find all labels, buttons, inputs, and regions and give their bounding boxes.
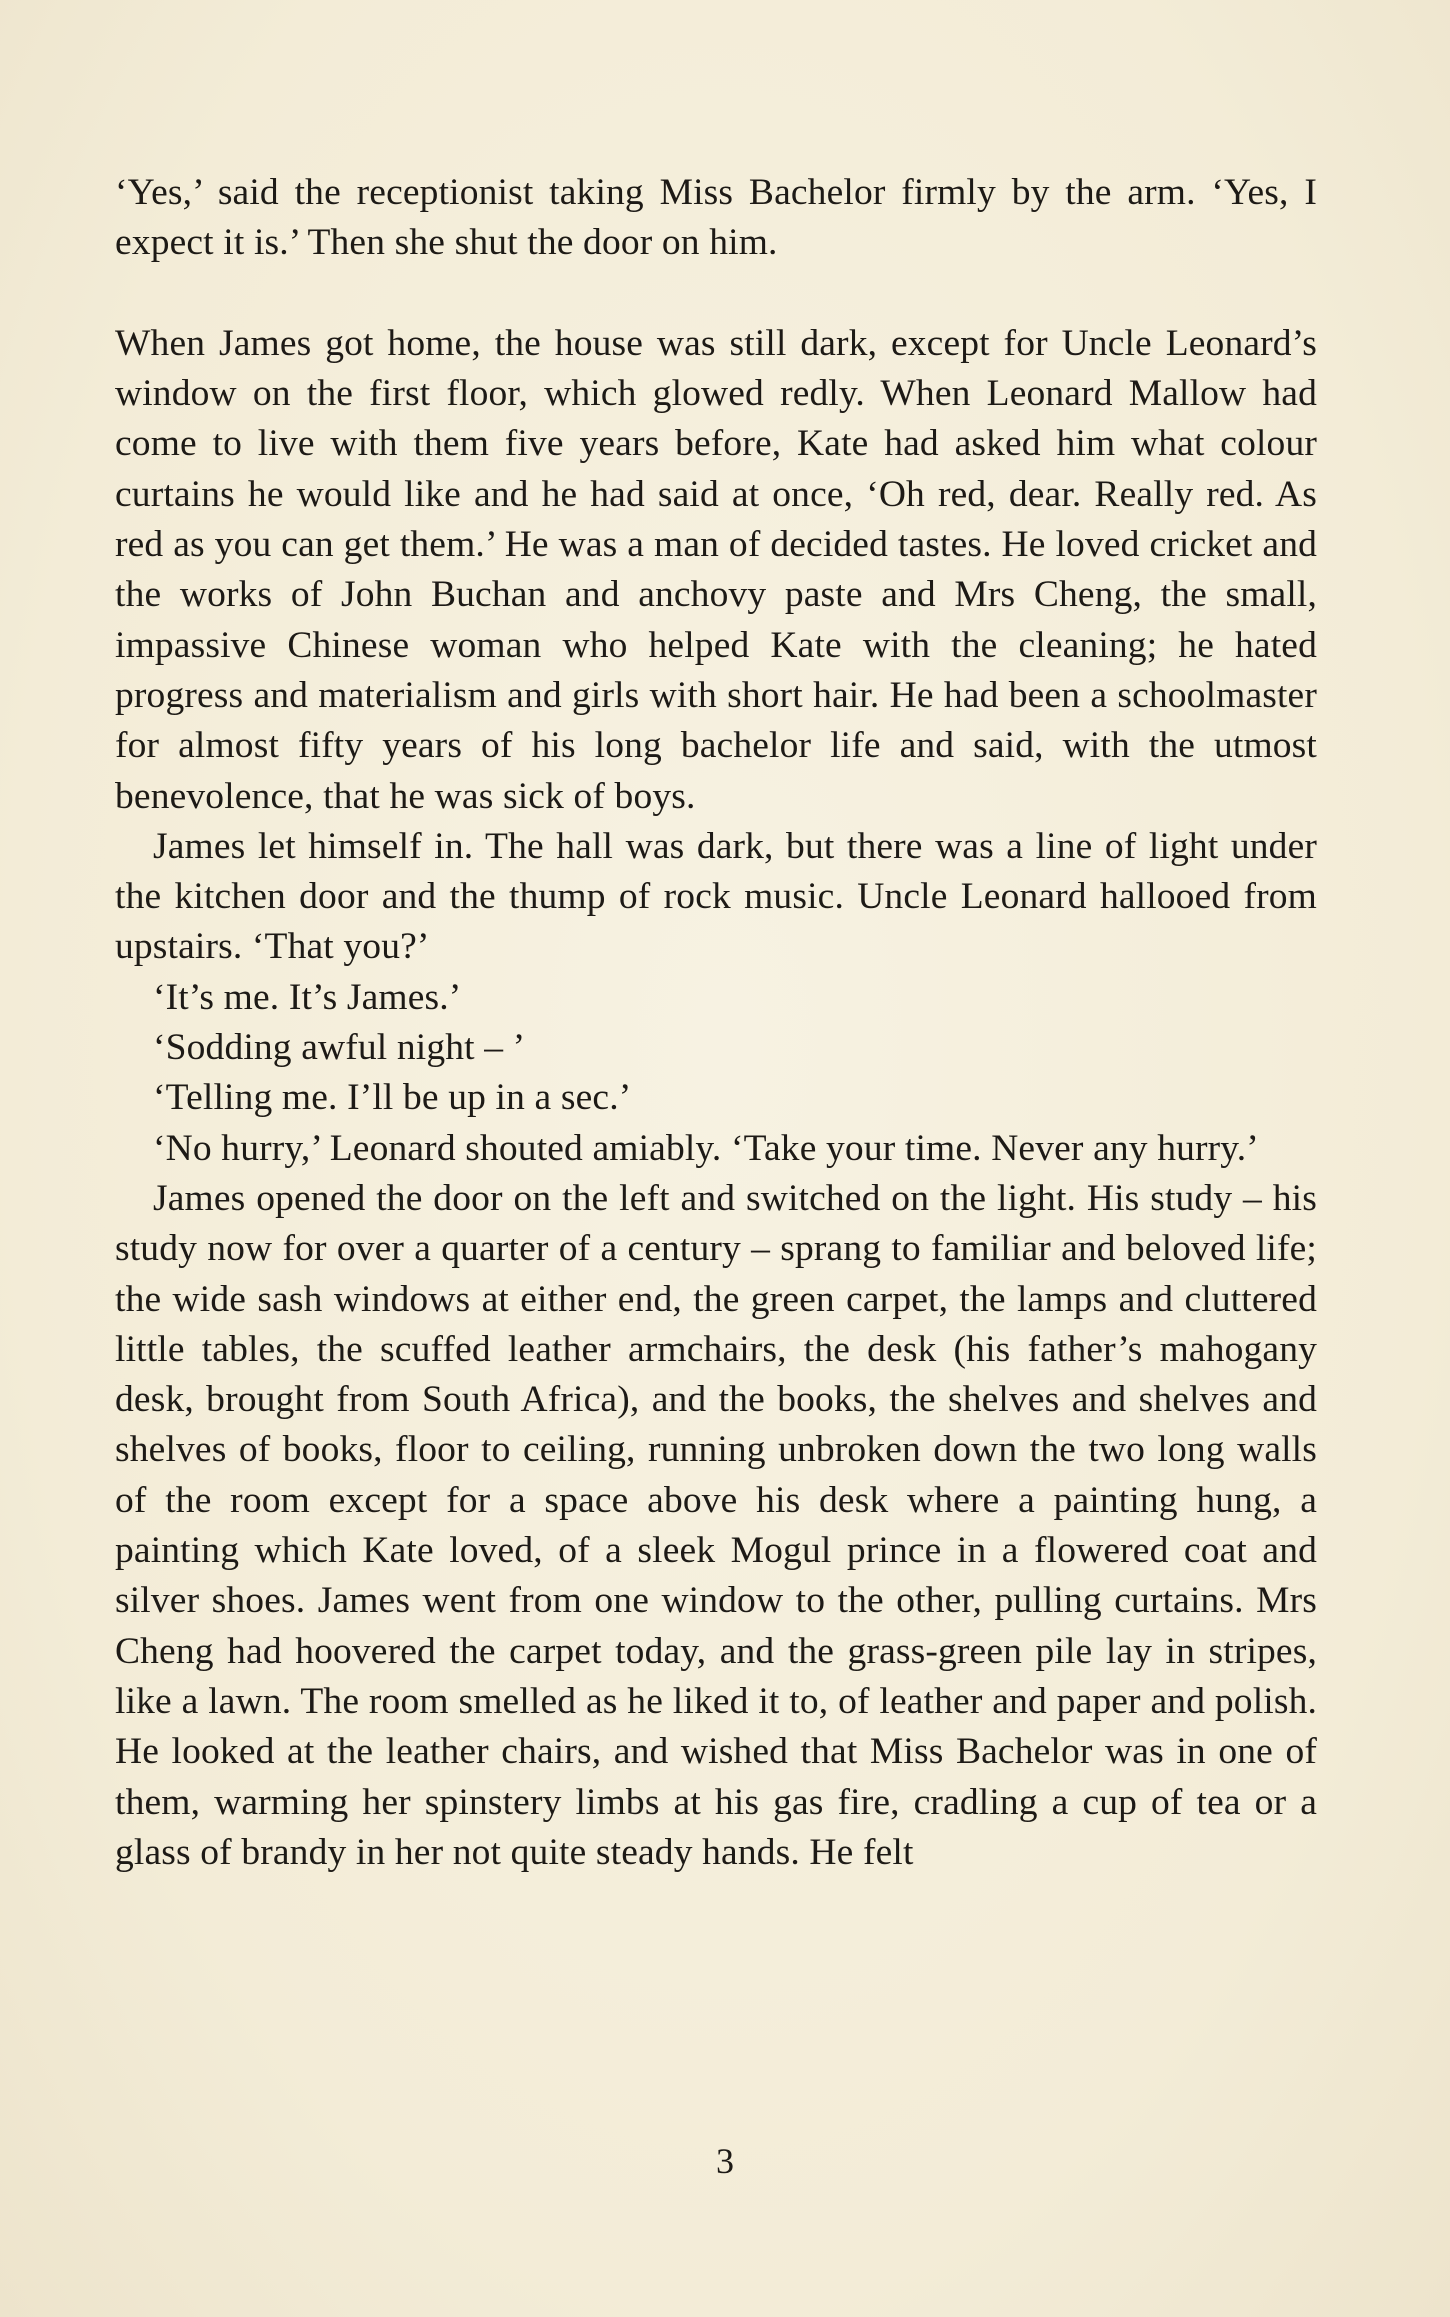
paragraph-james-home: When James got home, the house was still dark, except for Uncle Leonard’s window on the first floor, which glowed redly. When Leonard Mallow had come to live with them five years before, Kate had asked him what colour curtains he would like and he had said at once, ‘Oh red, dear. Really red. As red as you can get them.’ He was a man of decided tastes. He loved cricket and the works of John Buchan and anchovy paste and Mrs Cheng, the small, impassive Chinese woman who helped Kate with the cleaning; he hated progress and materialism and girls with short hair. He had been a schoolmaster for almost fifty years of his long bachelor life and said, with the utmost benevolence, that he was sick of boys. bbox=[115, 322, 1317, 817]
dialogue-its-me: ‘It’s me. It’s James.’ bbox=[153, 976, 462, 1018]
dialogue-sodding-night: ‘Sodding awful night – ’ bbox=[153, 1027, 526, 1069]
paragraph-james-let-in: James let himself in. The hall was dark, but there was a line of light under the kitchen door and the thump of rock music. Uncle Leonard hallooed from upstairs. ‘That you?’ bbox=[115, 825, 1317, 968]
paragraph-study: James opened the door on the left and switched on the light. His study – his study now for over a quarter of a century – sprang to familiar and beloved life; the wide sash windows at either end, the green carpet, the lamps and cluttered little tables, the scuffed leather armchairs, the desk (his father’s mahogany desk, brought from South Africa), and the books, the shelves and shelves and shelves of books, floor to ceiling, running unbroken down the two long walls of the room except for a space above his desk where a painting hung, a painting which Kate loved, of a sleek Mogul prince in a flowered coat and silver shoes. James went from one window to the other, pulling curtains. Mrs Cheng had hoovered the carpet today, and the grass-green pile lay in stripes, like a lawn. The room smelled as he liked it to, of leather and paper and polish. He looked at the leather chairs, and wished that Miss Bachelor was in one of them, warming her spinstery limbs at his gas fire, cradling a cup of tea or a glass of brandy in her not quite steady hands. He felt bbox=[115, 1177, 1317, 1873]
body-text bbox=[115, 168, 1317, 1878]
page-number: 3 bbox=[716, 2141, 734, 2181]
paragraph-receptionist: ‘Yes,’ said the receptionist taking Miss Bachelor firmly by the arm. ‘Yes, I expect it is.’ Then she shut the door on him. bbox=[115, 172, 1317, 264]
dialogue-telling-me: ‘Telling me. I’ll be up in a sec.’ bbox=[153, 1077, 632, 1119]
dialogue-no-hurry: ‘No hurry,’ Leonard shouted amiably. ‘Take your time. Never any hurry.’ bbox=[153, 1127, 1259, 1169]
